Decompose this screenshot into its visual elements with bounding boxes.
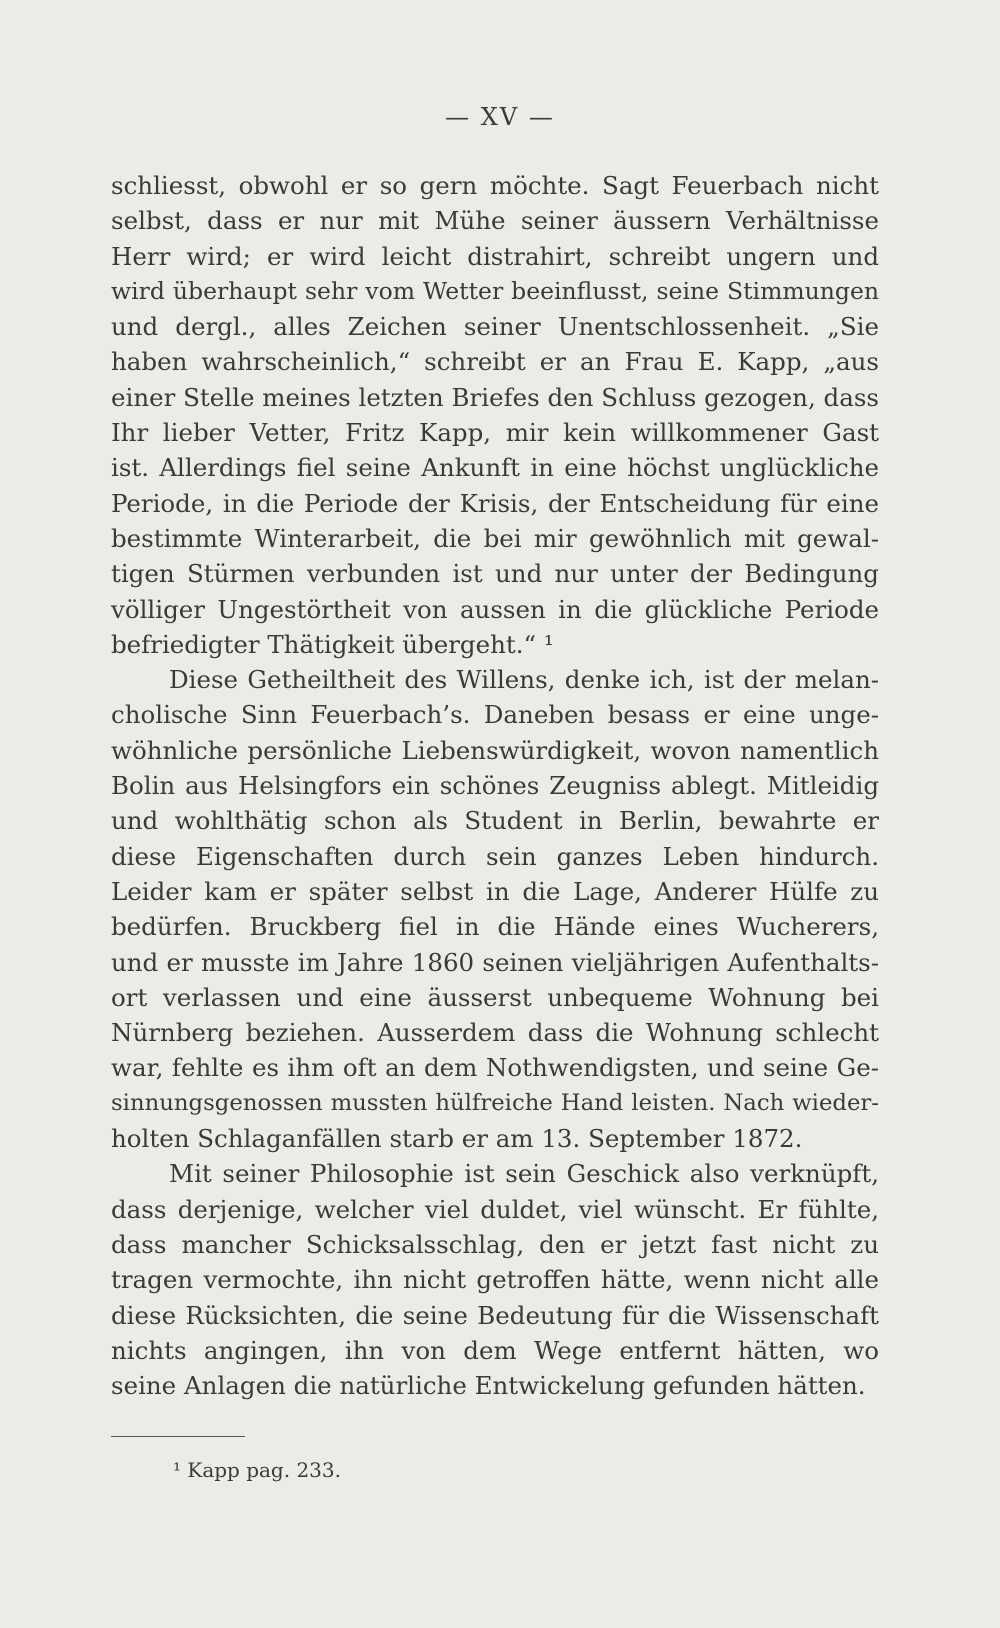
footnote-divider — [111, 1436, 245, 1437]
text-line: wird überhaupt sehr vom Wetter beeinflusst, seine Stimmungen — [111, 276, 879, 305]
text-line: seine Anlagen die natürliche Entwickelung gefunden hätten. — [111, 1371, 866, 1401]
text-line: und wohlthätig schon als Student in Berlin, bewahrte er — [111, 806, 879, 836]
text-line: dass derjenige, welcher viel duldet, viel wünscht. Er fühlte, — [111, 1194, 879, 1224]
text-line: Diese Getheiltheit des Willens, denke ich, ist der melan- — [169, 665, 879, 695]
footnote: ¹ Kapp pag. 233. — [173, 1458, 341, 1482]
text-line: tigen Stürmen verbunden ist und nur unter der Bedingung — [111, 559, 879, 589]
text-line: cholische Sinn Feuerbach’s. Daneben besass er eine unge- — [111, 700, 879, 730]
text-line: Herr wird; er wird leicht distrahirt, schreibt ungern und — [111, 241, 879, 271]
text-line: Bolin aus Helsingfors ein schönes Zeugniss ablegt. Mitleidig — [111, 771, 879, 801]
page-number: — XV — — [445, 103, 555, 131]
text-line: dass mancher Schicksalsschlag, den er jetzt fast nicht zu — [111, 1229, 879, 1259]
text-line: Periode, in die Periode der Krisis, der Entscheidung für eine — [111, 488, 879, 518]
text-line: tragen vermochte, ihn nicht getroffen hätte, wenn nicht alle — [111, 1265, 879, 1295]
text-line: und dergl., alles Zeichen seiner Unentschlossenheit. „Sie — [111, 312, 879, 342]
text-line: bestimmte Winterarbeit, die bei mir gewöhnlich mit gewal- — [111, 523, 879, 553]
text-line: war, fehlte es ihm oft an dem Nothwendigsten, und seine Ge- — [111, 1053, 879, 1083]
text-line: ort verlassen und eine äusserst unbequeme Wohnung bei — [111, 982, 879, 1012]
text-line: einer Stelle meines letzten Briefes den Schluss gezogen, dass — [111, 382, 879, 412]
text-line: Leider kam er später selbst in die Lage, Anderer Hülfe zu — [111, 876, 879, 906]
text-line: selbst, dass er nur mit Mühe seiner äussern Verhältnisse — [111, 206, 879, 236]
text-line: haben wahrscheinlich,“ schreibt er an Frau E. Kapp, „aus — [111, 347, 879, 377]
text-line: Mit seiner Philosophie ist sein Geschick also verknüpft, — [169, 1159, 879, 1189]
text-line: diese Eigenschaften durch sein ganzes Leben hindurch. — [111, 841, 879, 871]
text-line: schliesst, obwohl er so gern möchte. Sagt Feuerbach nicht — [111, 171, 879, 200]
text-line: holten Schlaganfällen starb er am 13. September 1872. — [111, 1124, 803, 1154]
text-line: bedürfen. Bruckberg fiel in die Hände eines Wucherers, — [111, 912, 879, 942]
text-line: völliger Ungestörtheit von aussen in die glückliche Periode — [111, 594, 879, 624]
text-line: wöhnliche persönliche Liebenswürdigkeit, wovon namentlich — [111, 735, 879, 765]
text-line: nichts angingen, ihn von dem Wege entfernt hätten, wo — [111, 1335, 879, 1365]
text-line: ist. Allerdings fiel seine Ankunft in eine höchst unglückliche — [111, 453, 879, 483]
text-line: befriedigter Thätigkeit übergeht.“ ¹ — [111, 629, 554, 659]
text-line: Nürnberg beziehen. Ausserdem dass die Wohnung schlecht — [111, 1018, 879, 1048]
text-line: Ihr lieber Vetter, Fritz Kapp, mir kein willkommener Gast — [111, 418, 879, 448]
text-line: diese Rücksichten, die seine Bedeutung für die Wissenschaft — [111, 1300, 879, 1330]
body-text — [111, 168, 879, 1403]
text-line: sinnungsgenossen mussten hülfreiche Hand leisten. Nach wieder- — [111, 1089, 879, 1116]
text-line: und er musste im Jahre 1860 seinen vieljährigen Aufenthalts- — [111, 947, 879, 977]
